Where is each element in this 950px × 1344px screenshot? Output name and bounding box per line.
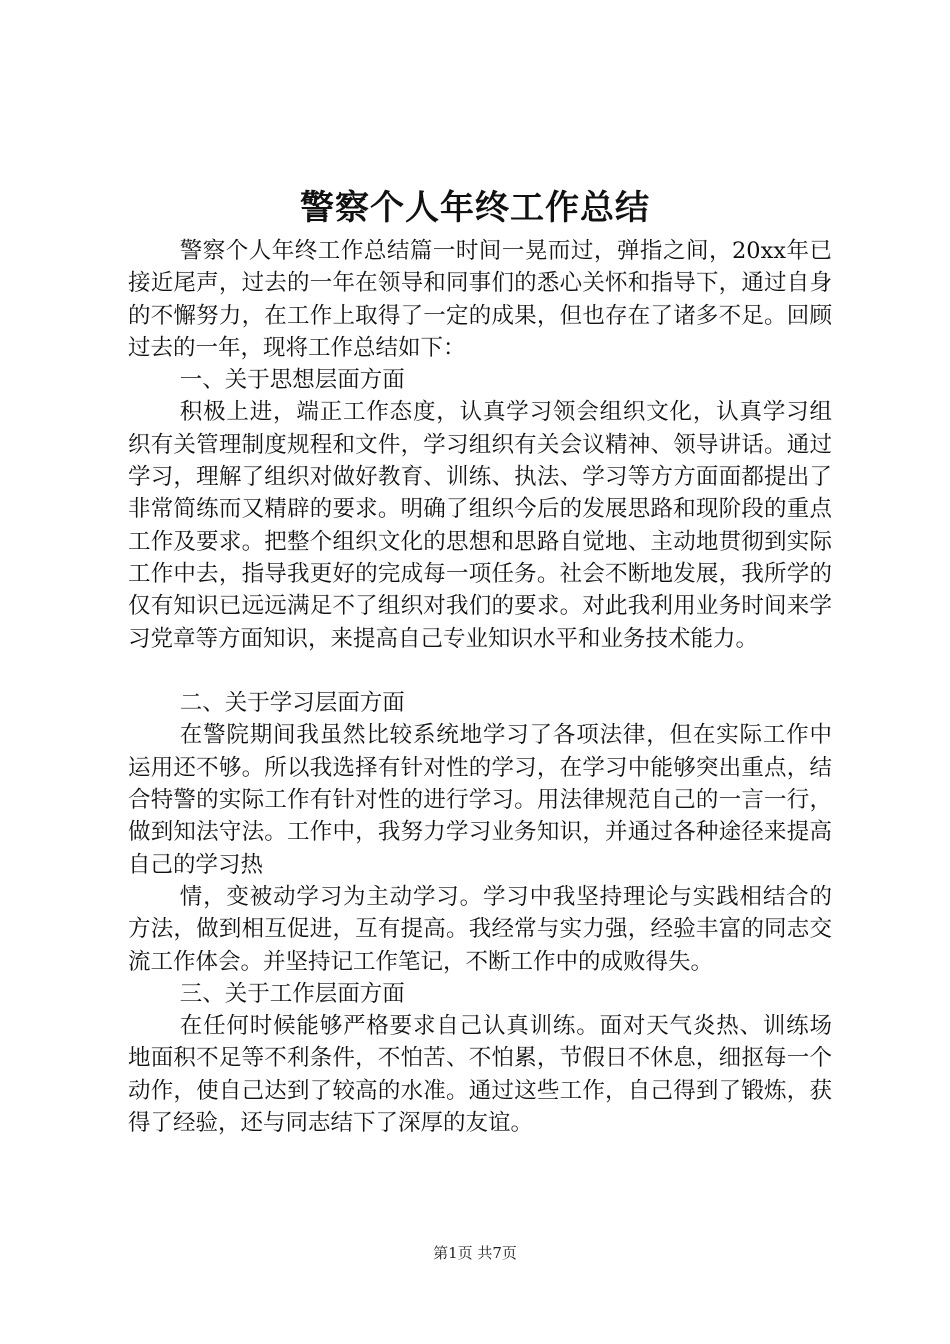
page-number-footer: 第1页 共7页 xyxy=(433,1244,517,1262)
section-heading-study: 二、关于学习层面方面 xyxy=(179,690,405,717)
intro-paragraph: 警察个人年终工作总结篇一时间一晃而过，弹指之间，20xx年已接近尾声，过去的一年在领导和同事们的悉心关怀和指导下，通过自身的不懈努力，在工作上取得了一定的成果，但也存在了诸多不足。回顾过去的一年，现将工作总结如下： xyxy=(128,238,832,361)
work-paragraph: 在任何时候能够严格要求自己认真训练。面对天气炎热、训练场地面积不足等不利条件，不怕苦、不怕累，节假日不休息，细抠每一个动作，使自己达到了较高的水准。通过这些工作，自己得到了锻炼，获得了经验，还与同志结下了深厚的友谊。 xyxy=(128,1013,832,1137)
paragraph-spacer xyxy=(128,655,832,687)
section-heading-thought: 一、关于思想层面方面 xyxy=(179,367,405,394)
section-heading-work: 三、关于工作层面方面 xyxy=(179,980,405,1007)
study-paragraph-continued: 情，变被动学习为主动学习。学习中我坚持理论与实践相结合的方法，做到相互促进，互有提高。我经常与实力强，经验丰富的同志交流工作体会。并坚持记工作笔记，不断工作中的成败得失。 xyxy=(128,883,832,975)
study-paragraph: 在警院期间我虽然比较系统地学习了各项法律，但在实际工作中运用还不够。所以我选择有针对性的学习，在学习中能够突出重点，结合特警的实际工作有针对性的进行学习。用法律规范自己的一言一行，做到知法守法。工作中，我努力学习业务知识，并通过各种途径来提高自己的学习热 xyxy=(128,722,832,878)
document-title: 警察个人年终工作总结 xyxy=(300,188,650,228)
thought-paragraph: 积极上进，端正工作态度，认真学习领会组织文化，认真学习组织有关管理制度规程和文件，学习组织有关会议精神、领导讲话。通过学习，理解了组织对做好教育、训练、执法、学习等方方面面都提出了非常简练而又精辟的要求。明确了组织今后的发展思路和现阶段的重点工作及要求。把整个组织文化的思想和思路自觉地、主动地贯彻到实际工作中去，指导我更好的完成每一项任务。社会不断地发展，我所学的仅有知识已远远满足不了组织对我们的要求。对此我利用业务时间来学习党章等方面知识，来提高自己专业知识水平和业务技术能力。 xyxy=(128,399,832,652)
document-body xyxy=(128,235,832,1139)
